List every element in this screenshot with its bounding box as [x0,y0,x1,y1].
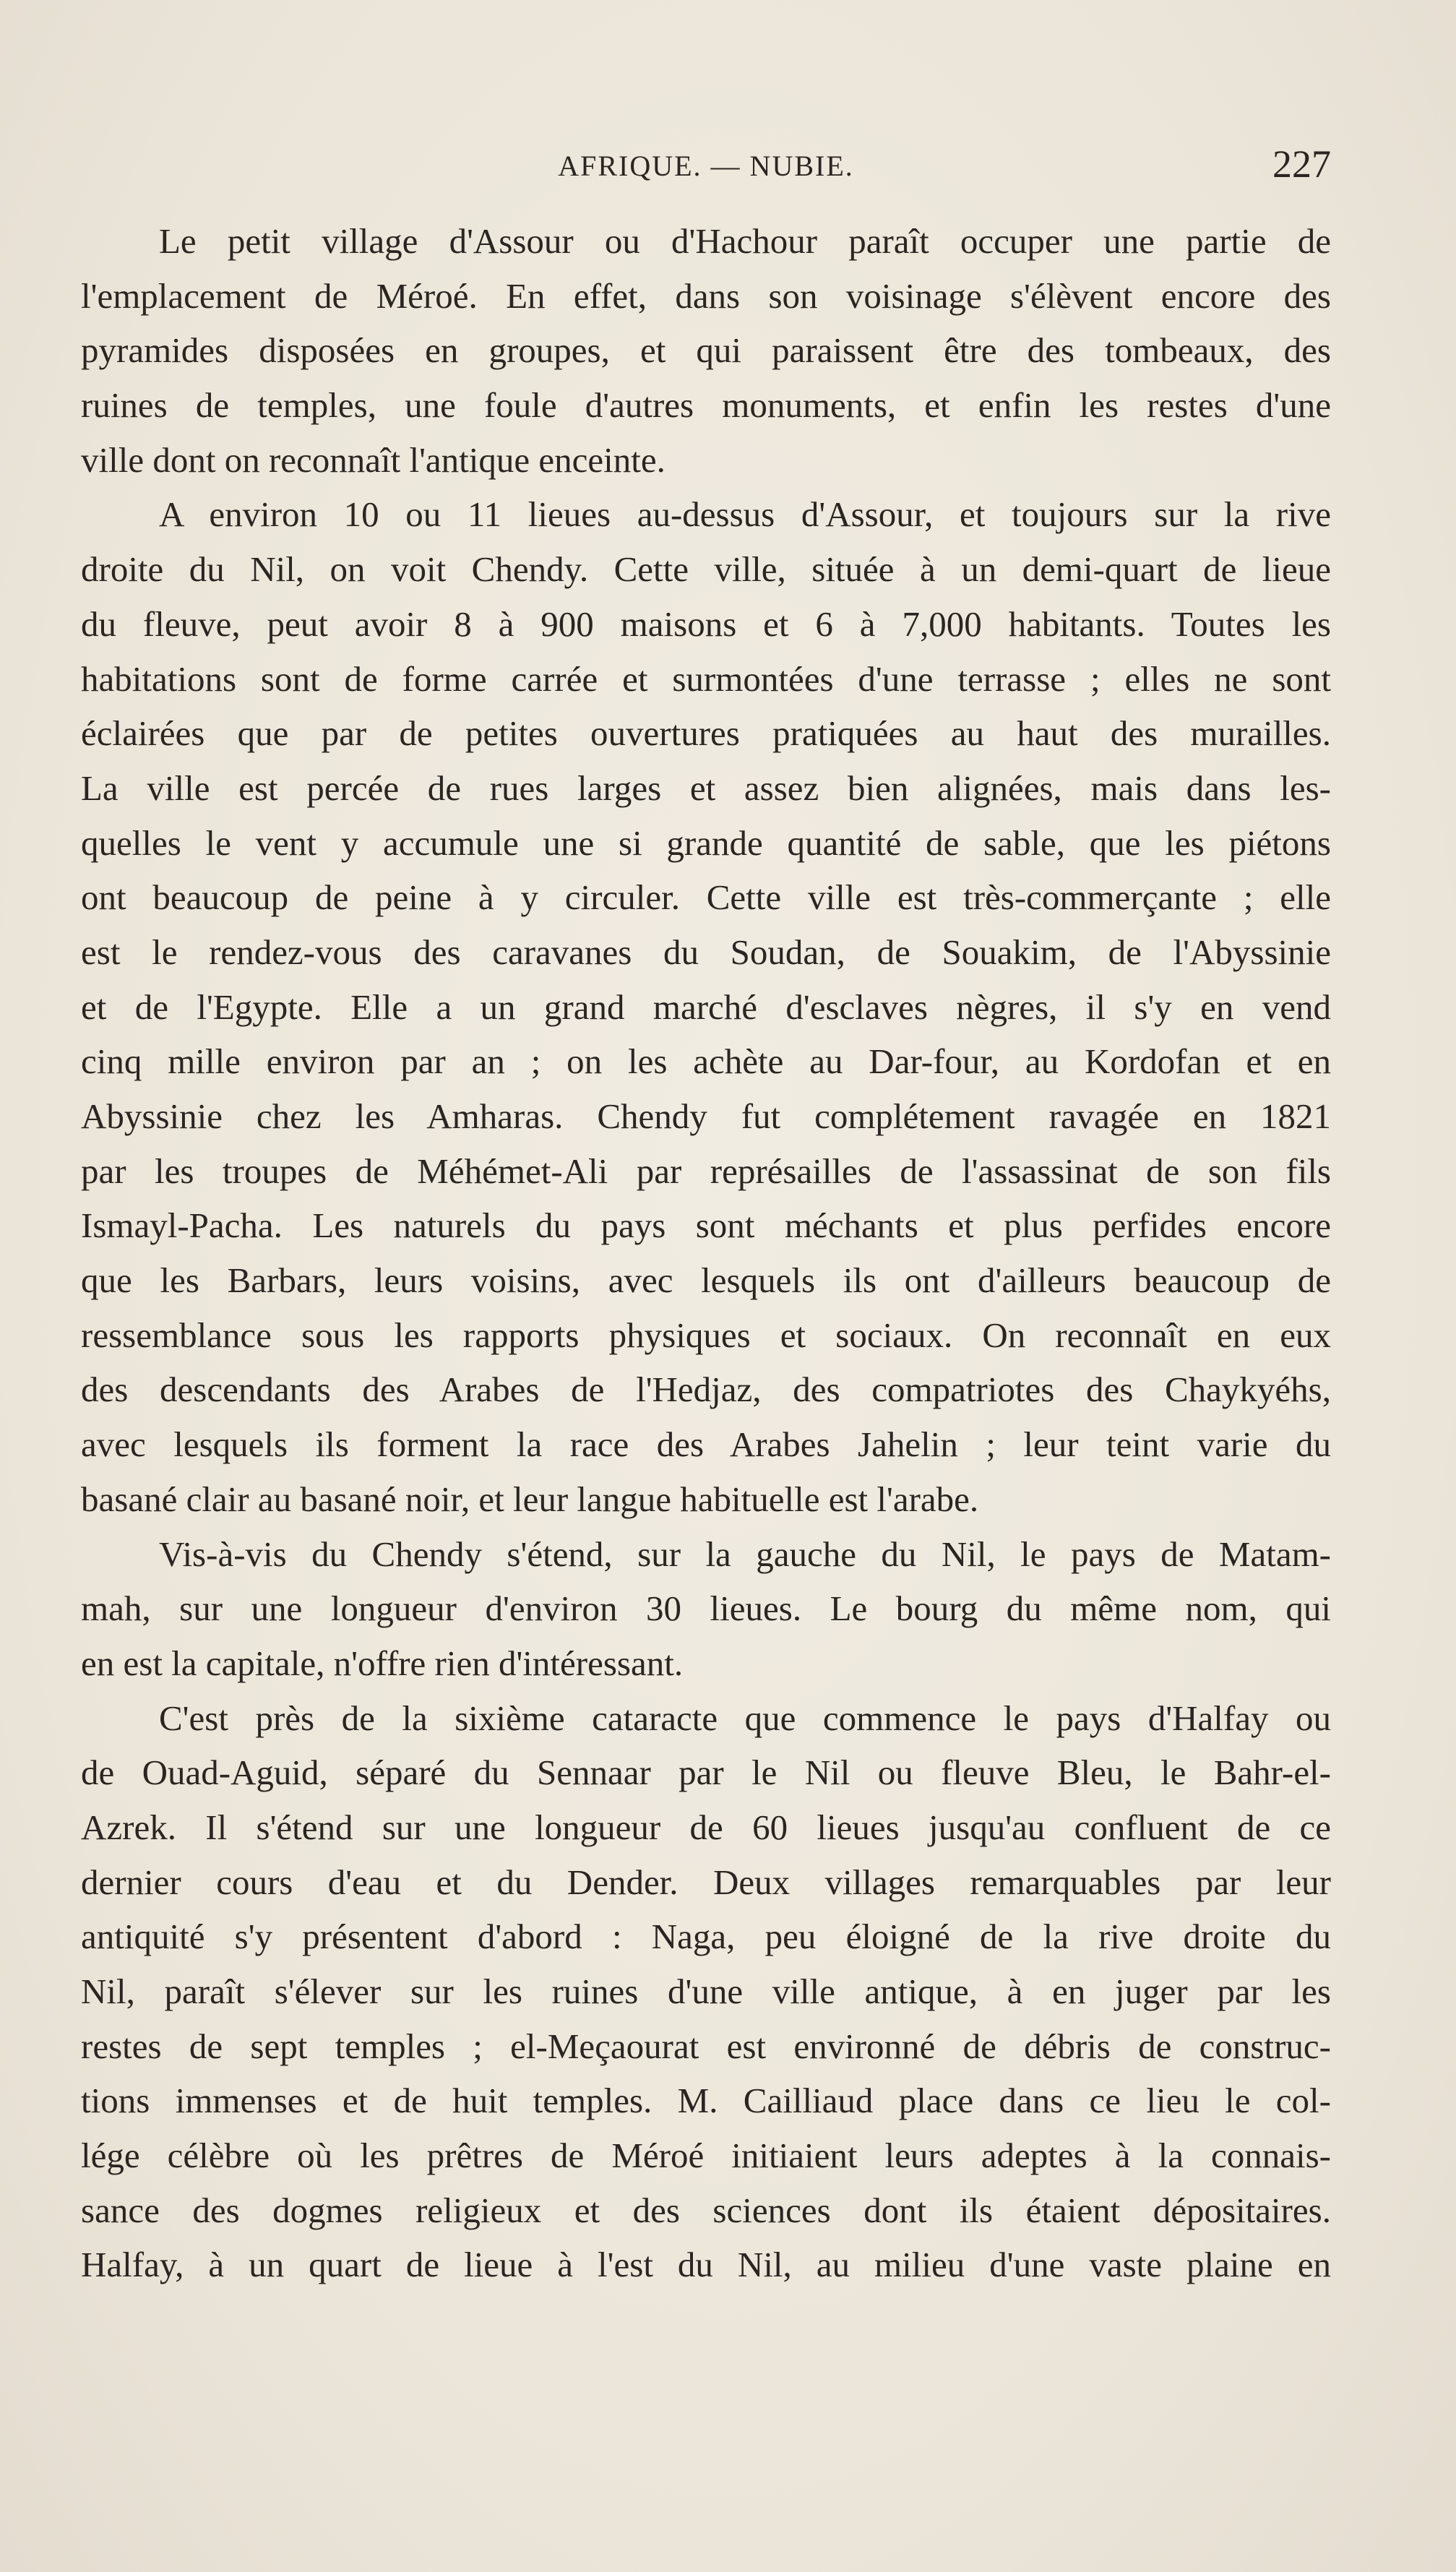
text-line: sance des dogmes religieux et des sciences dont ils étaient dépositaires. [81,2190,1331,2230]
text-line: l'emplacement de Méroé. En effet, dans son voisinage s'élèvent encore des [81,275,1331,316]
text-line: A environ 10 ou 11 lieues au-dessus d'Assour, et toujours sur la rive [159,494,1331,535]
text-line: ont beaucoup de peine à y circuler. Cette ville est très-commerçante ; elle [81,877,1331,918]
text-line: cinq mille environ par an ; on les achète au Dar-four, au Kordofan et en [81,1041,1331,1082]
text-line: lége célèbre où les prêtres de Méroé initiaient leurs adeptes à la connais- [81,2136,1331,2176]
text-line: en est la capitale, n'offre rien d'intéressant. [81,1643,684,1683]
running-title: AFRIQUE. — NUBIE. [558,150,854,182]
text-line: éclairées que par de petites ouvertures pratiquées au haut des murailles. [81,713,1331,754]
text-line: Le petit village d'Assour ou d'Hachour paraît occuper une partie de [159,221,1331,261]
page-number: 227 [1272,142,1331,186]
text-line: dernier cours d'eau et du Dender. Deux villages remarquables par leur [81,1862,1331,1902]
text-line: et de l'Egypte. Elle a un grand marché d'esclaves nègres, il s'y en vend [81,986,1331,1027]
text-line: ville dont on reconnaît l'antique enceinte. [81,439,665,480]
text-line: pyramides disposées en groupes, et qui paraissent être des tombeaux, des [81,330,1331,371]
paragraph-matammah [81,1527,1331,1691]
text-line: ruines de temples, une foule d'autres monuments, et enfin les restes d'une [81,385,1331,426]
text-line: quelles le vent y accumule une si grande quantité de sable, que les piétons [81,822,1331,863]
text-line: droite du Nil, on voit Chendy. Cette ville, située à un demi-quart de lieue [81,549,1331,590]
paragraph-halfay [81,1691,1331,2293]
text-line: Nil, paraît s'élever sur les ruines d'une ville antique, à en juger par les [81,1971,1331,2011]
paragraph-assour [81,214,1331,487]
text-line: antiquité s'y présentent d'abord : Naga, peu éloigné de la rive droite du [81,1917,1331,1957]
body-text [81,214,1331,2292]
text-line: La ville est percée de rues larges et assez bien alignées, mais dans les- [81,767,1331,808]
text-line: restes de sept temples ; el-Meçaourat est environné de débris de construc- [81,2026,1331,2066]
text-line: des descendants des Arabes de l'Hedjaz, des compatriotes des Chaykyéhs, [81,1369,1331,1410]
text-line: habitations sont de forme carrée et surmontées d'une terrasse ; elles ne sont [81,658,1331,699]
text-line: C'est près de la sixième cataracte que commence le pays d'Halfay ou [159,1698,1331,1738]
text-line: Vis-à-vis du Chendy s'étend, sur la gauche du Nil, le pays de Matam- [159,1534,1331,1574]
text-line: est le rendez-vous des caravanes du Soudan, de Souakim, de l'Abyssinie [81,932,1331,972]
text-line: Azrek. Il s'étend sur une longueur de 60 lieues jusqu'au confluent de ce [81,1807,1331,1847]
text-line: mah, sur une longueur d'environ 30 lieues. Le bourg du même nom, qui [81,1588,1331,1629]
text-line: avec lesquels ils forment la race des Arabes Jahelin ; leur teint varie du [81,1424,1331,1465]
text-line: Abyssinie chez les Amharas. Chendy fut complétement ravagée en 1821 [81,1096,1331,1136]
text-line: basané clair au basané noir, et leur langue habituelle est l'arabe. [81,1479,979,1519]
text-line: par les troupes de Méhémet-Ali par représailles de l'assassinat de son fils [81,1150,1331,1191]
paragraph-chendy [81,487,1331,1526]
text-line: que les Barbars, leurs voisins, avec lesquels ils ont d'ailleurs beaucoup de [81,1260,1331,1301]
text-line: Halfay, à un quart de lieue à l'est du Nil, au milieu d'une vaste plaine en [81,2245,1331,2285]
text-line: tions immenses et de huit temples. M. Cailliaud place dans ce lieu le col- [81,2081,1331,2121]
text-line: de Ouad-Aguid, séparé du Sennaar par le Nil ou fleuve Bleu, le Bahr-el- [81,1752,1331,1793]
text-line: ressemblance sous les rapports physiques et sociaux. On reconnaît en eux [81,1315,1331,1355]
text-line: du fleuve, peut avoir 8 à 900 maisons et 6 à 7,000 habitants. Toutes les [81,603,1331,644]
text-line: Ismayl-Pacha. Les naturels du pays sont méchants et plus perfides encore [81,1205,1331,1246]
page-header [81,142,1331,192]
